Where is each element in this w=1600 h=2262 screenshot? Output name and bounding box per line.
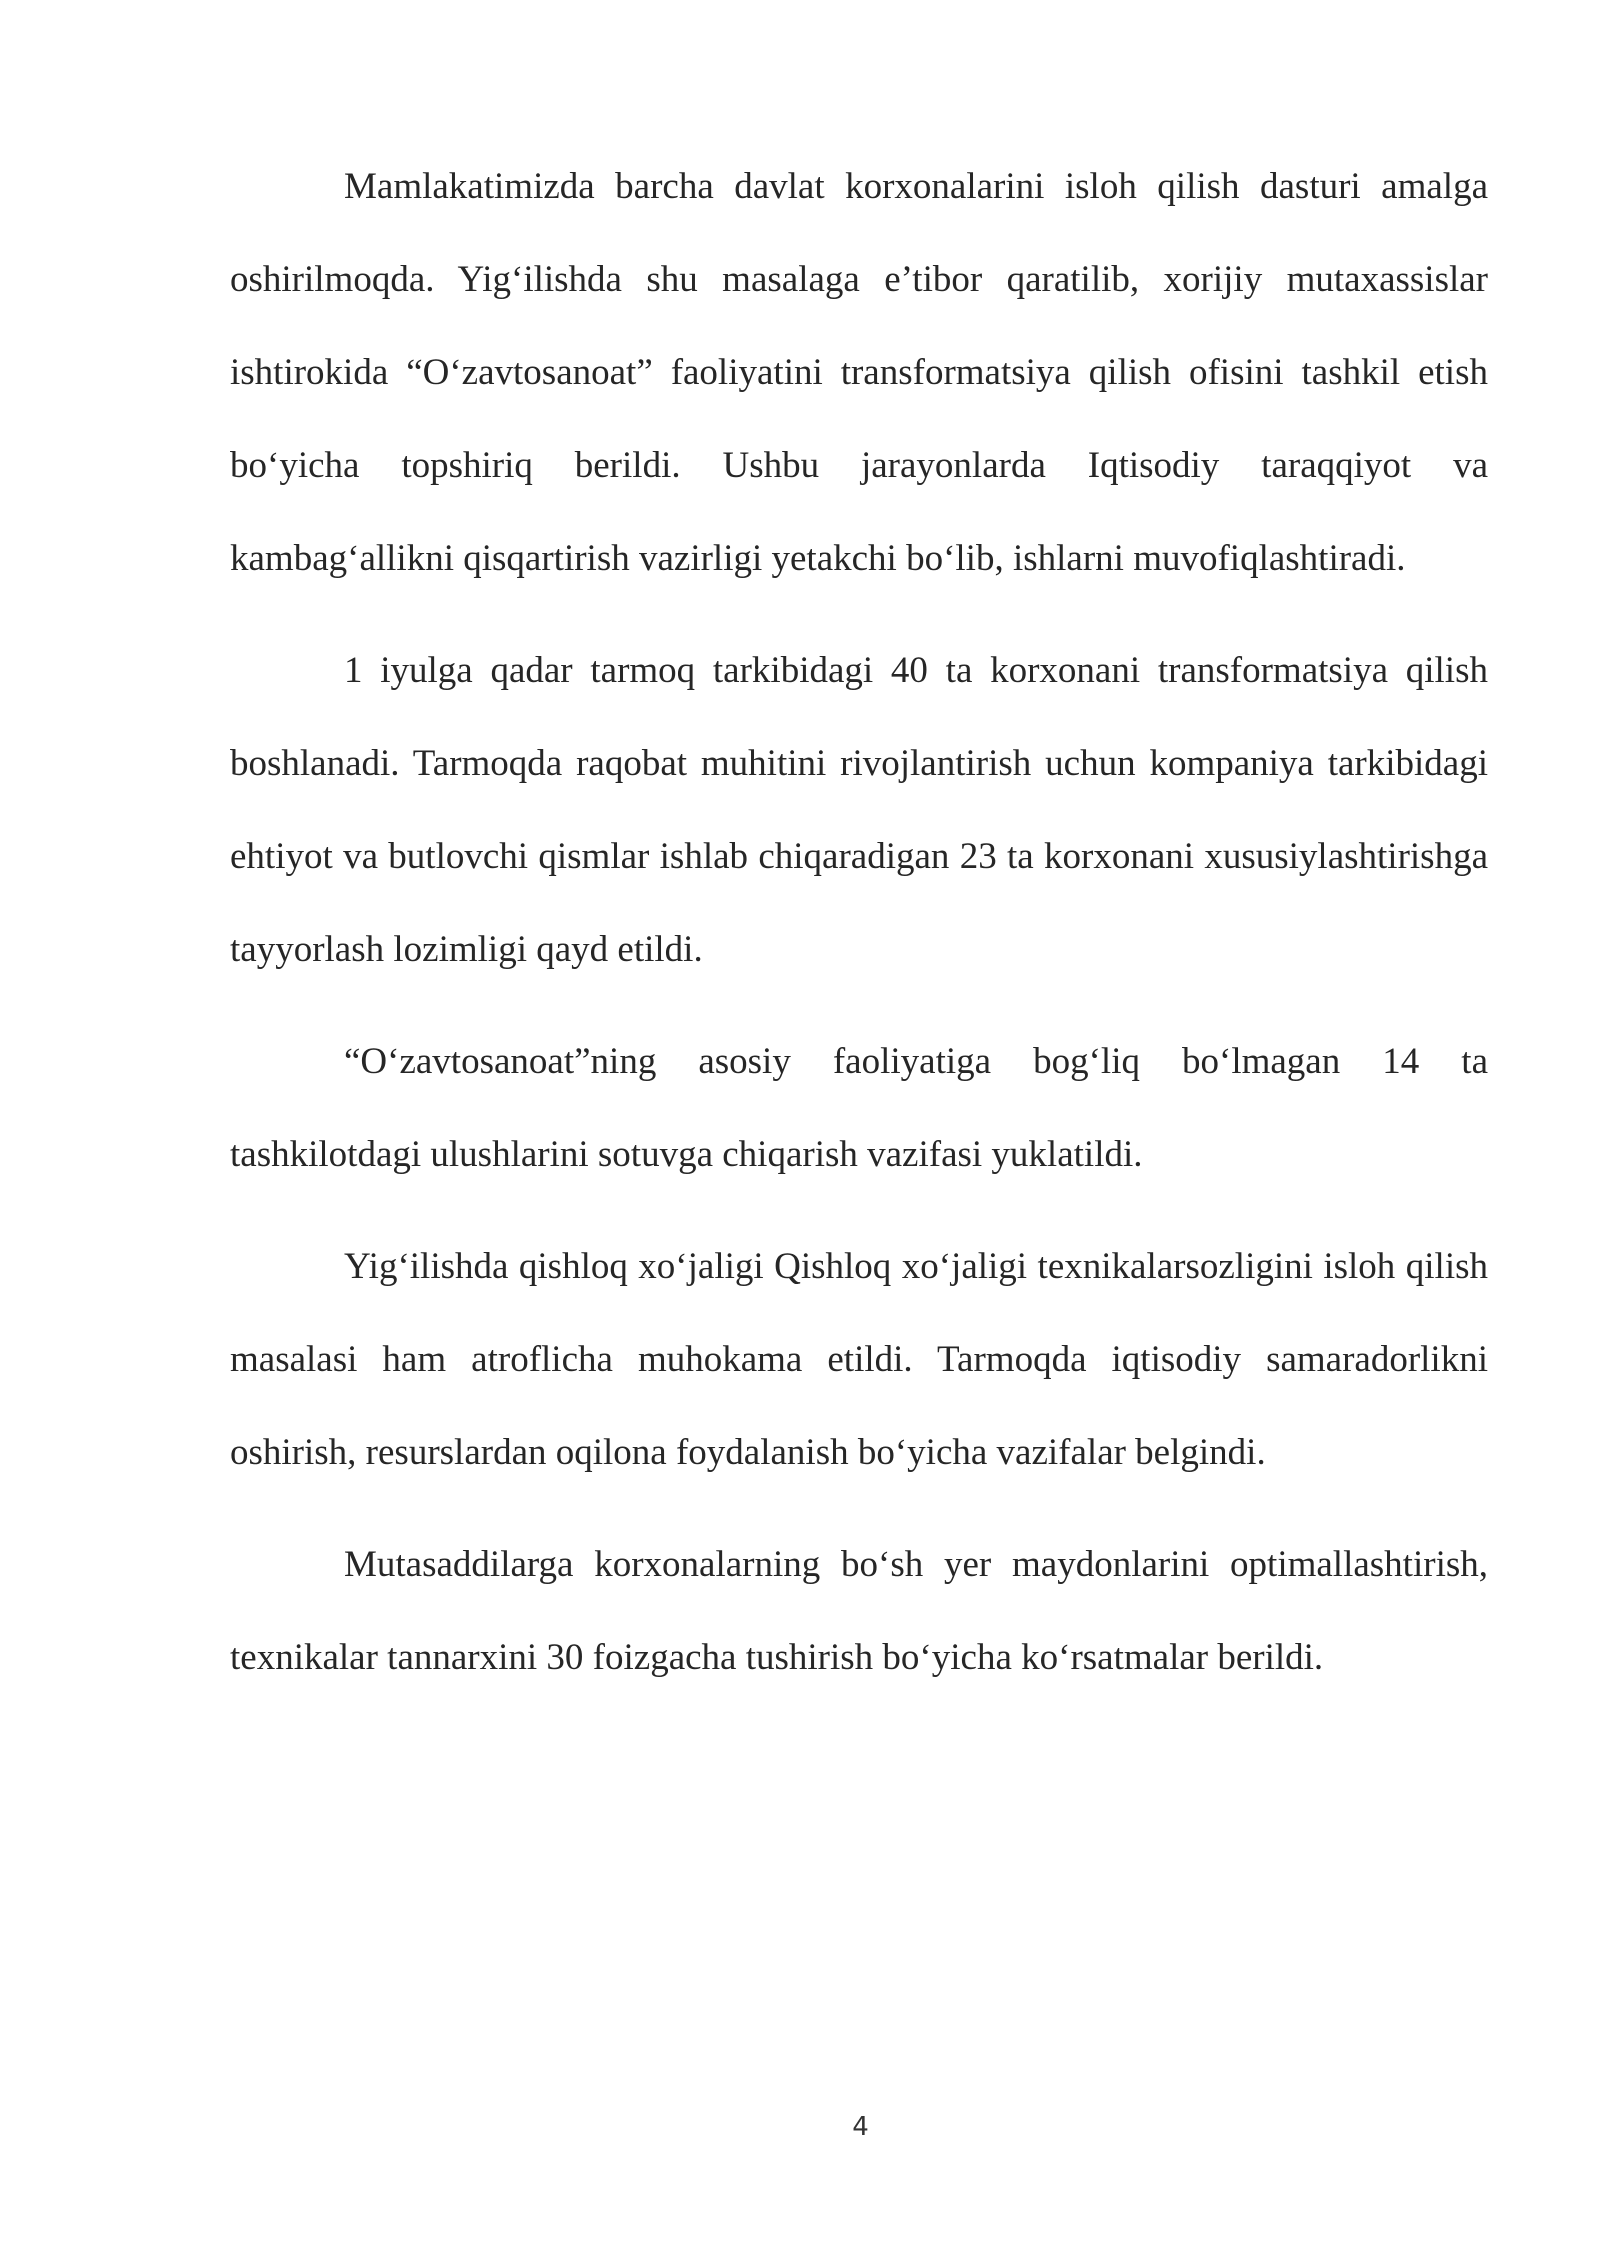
page-number: 4 — [852, 2112, 869, 2142]
paragraph-1: Mamlakatimizda barcha davlat korxonalarini isloh qilish dasturi amalga oshirilmoqda. Yig‘ilishda shu masalaga e’tibor qaratilib, xorijiy mutaxassislar ishtirokida “O‘zavtosanoat” faoliyatini transformatsiya qilish ofisini tashkil etish bo‘yicha topshiriq berildi. Ushbu jarayonlarda Iqtisodiy taraqqiyot va kambag‘allikni qisqartirish vazirligi yetakchi bo‘lib, ishlarni muvofiqlashtiradi. — [230, 166, 1488, 579]
paragraph-5: Mutasaddilarga korxonalarning bo‘sh yer maydonlarini optimallashtirish, texnikalar tannarxini 30 foizgacha tushirish bo‘yicha ko‘rsatmalar berildi. — [230, 1544, 1488, 1678]
paragraph-3: “O‘zavtosanoat”ning asosiy faoliyatiga bog‘liq bo‘lmagan 14 ta tashkilotdagi ulushlarini sotuvga chiqarish vazifasi yuklatildi. — [230, 1041, 1488, 1175]
document-body — [230, 140, 1488, 1704]
paragraph-4: Yig‘ilishda qishloq xo‘jaligi Qishloq xo‘jaligi texnikalarsozligini isloh qilish masalasi ham atroflicha muhokama etildi. Tarmoqda iqtisodiy samaradorlikni oshirish, resurslardan oqilona foydalanish bo‘yicha vazifalar belgindi. — [230, 1246, 1488, 1473]
paragraph-2: 1 iyulga qadar tarmoq tarkibidagi 40 ta korxonani transformatsiya qilish boshlanadi. Tarmoqda raqobat muhitini rivojlantirish uchun kompaniya tarkibidagi ehtiyot va butlovchi qismlar ishlab chiqaradigan 23 ta korxonani xususiylashtirishga tayyorlash lozimligi qayd etildi. — [230, 650, 1488, 970]
